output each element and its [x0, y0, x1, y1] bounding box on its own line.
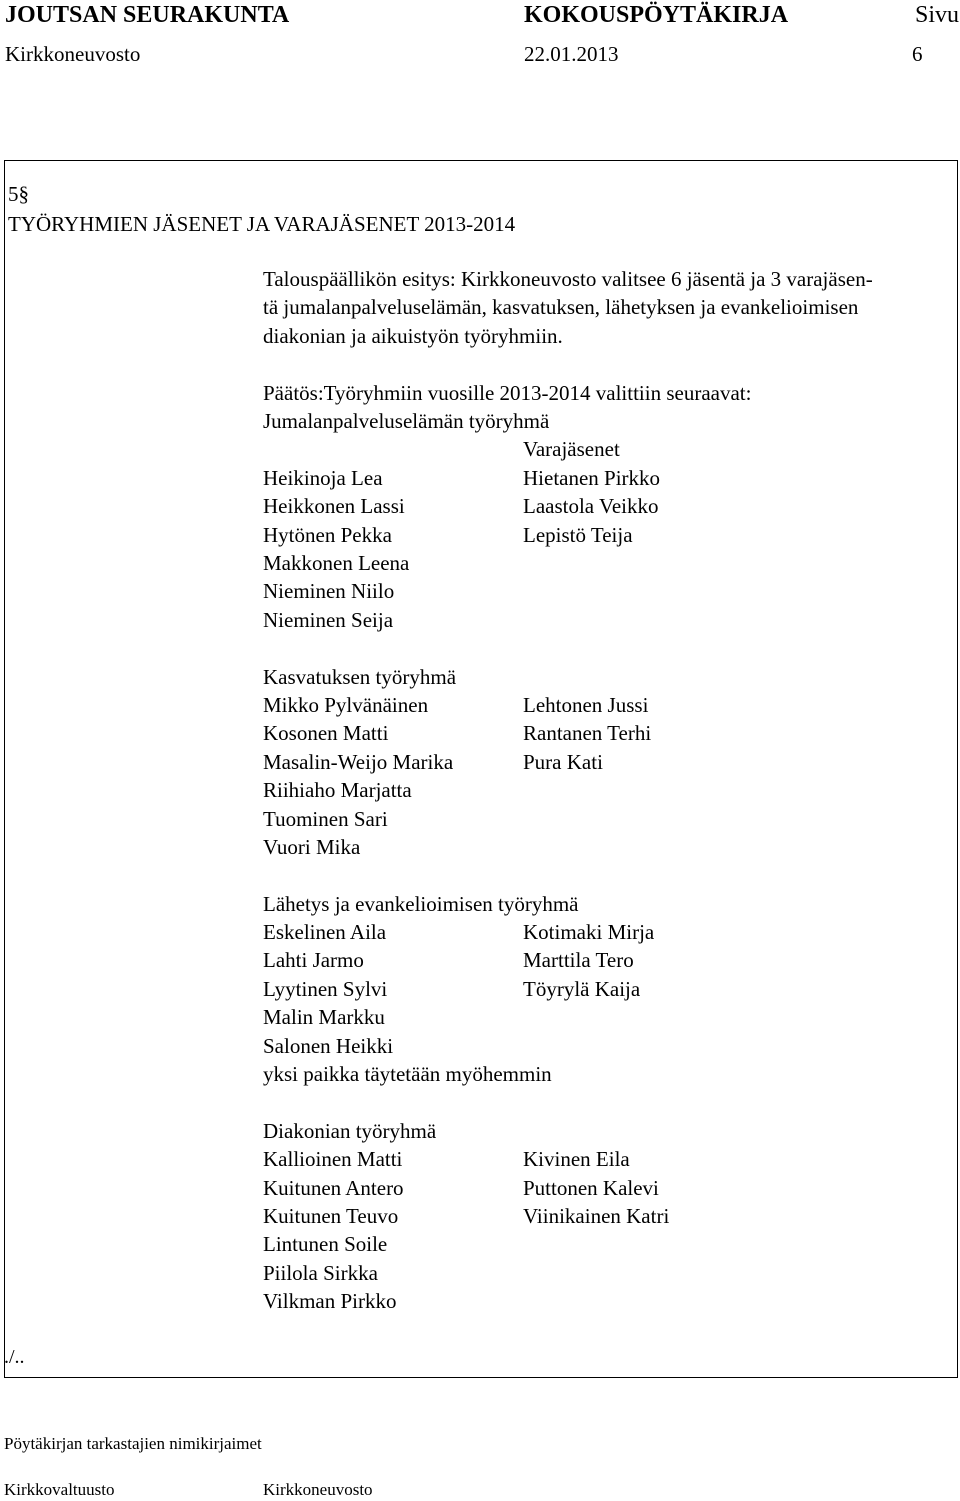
deputy-name: Pura Kati [523, 749, 603, 774]
member-name: Nieminen Seija [263, 607, 394, 632]
member-name: Riihiaho Marjatta [263, 778, 412, 803]
member-name: Eskelinen Aila [263, 920, 387, 945]
member-name: Salonen Heikki [263, 1033, 394, 1058]
member-name: Hytönen Pekka [263, 522, 392, 547]
deputy-name: Hietanen Pirkko [523, 465, 661, 490]
page-label: Sivu [915, 2, 960, 28]
meeting-date: 22.01.2013 [524, 42, 619, 66]
signatures-label: Pöytäkirjan tarkastajien nimikirjaimet [4, 1434, 262, 1453]
member-name: yksi paikka täytetään myöhemmin [263, 1062, 552, 1087]
member-name: Makkonen Leena [263, 550, 410, 575]
deputy-name: Lepistö Teija [523, 522, 633, 547]
member-name: Kosonen Matti [263, 721, 389, 746]
member-name: Kuitunen Teuvo [263, 1204, 399, 1229]
deputies-heading: Varajäsenet [523, 437, 620, 462]
deputy-name: Viinikainen Katri [523, 1204, 670, 1229]
member-name: Kallioinen Matti [263, 1147, 403, 1172]
proposal-line: tä jumalanpalveluselämän, kasvatuksen, lähetyksen ja evankelioimisen [263, 295, 859, 320]
workgroup-name: Jumalanpalveluselämän työryhmä [263, 409, 550, 434]
organization-name: JOUTSAN SEURAKUNTA [5, 2, 290, 28]
member-name: Malin Markku [263, 1005, 385, 1030]
proposal-text [263, 265, 960, 350]
member-name: Heikinoja Lea [263, 465, 383, 490]
member-name: Vuori Mika [263, 834, 361, 859]
workgroup-name: Diakonian työryhmä [263, 1118, 437, 1143]
deputy-name: Puttonen Kalevi [523, 1175, 659, 1200]
workgroup-education [263, 663, 960, 862]
section-number: 5§ [8, 182, 29, 206]
deputy-name: Töyrylä Kaija [523, 976, 641, 1001]
proposal-line: diakonian ja aikuistyön työryhmiin. [263, 323, 563, 348]
workgroup-diaconia [263, 1117, 960, 1316]
deputy-name: Laastola Veikko [523, 494, 659, 519]
section-content [263, 265, 960, 1316]
meeting-body: Kirkkoneuvosto [5, 42, 141, 66]
document-type: KOKOUSPÖYTÄKIRJA [524, 2, 789, 28]
member-name: Mikko Pylvänäinen [263, 692, 429, 717]
workgroup-worship [263, 407, 960, 634]
proposal-line: Talouspäällikön esitys: Kirkkoneuvosto valitsee 6 jäsentä ja 3 varajäsen- [263, 267, 873, 291]
page-number: 6 [912, 42, 923, 66]
member-name: Kuitunen Antero [263, 1175, 404, 1200]
workgroup-name: Kasvatuksen työryhmä [263, 664, 457, 689]
workgroup-name: Lähetys ja evankelioimisen työryhmä [263, 891, 579, 916]
section-title: TYÖRYHMIEN JÄSENET JA VARAJÄSENET 2013-2014 [8, 212, 516, 236]
member-name: Masalin-Weijo Marika [263, 749, 454, 774]
continued-mark: ./.. [4, 1346, 25, 1368]
workgroup-mission [263, 890, 960, 1089]
member-name: Vilkman Pirkko [263, 1289, 397, 1314]
deputy-name: Rantanen Terhi [523, 721, 652, 746]
member-name: Piilola Sirkka [263, 1260, 378, 1285]
member-name: Heikkonen Lassi [263, 494, 405, 519]
member-name: Tuominen Sari [263, 806, 388, 831]
member-name: Lintunen Soile [263, 1232, 388, 1257]
council-label: Kirkkovaltuusto [4, 1480, 115, 1499]
deputy-name: Marttila Tero [523, 948, 634, 973]
deputy-name: Lehtonen Jussi [523, 692, 649, 717]
decision-text: Päätös:Työryhmiin vuosille 2013-2014 valittiin seuraavat: [263, 380, 752, 405]
member-name: Lahti Jarmo [263, 948, 364, 973]
member-name: Nieminen Niilo [263, 579, 395, 604]
deputy-name: Kivinen Eila [523, 1147, 630, 1172]
board-label: Kirkkoneuvosto [263, 1480, 373, 1499]
member-name: Lyytinen Sylvi [263, 976, 388, 1001]
deputy-name: Kotimaki Mirja [523, 920, 655, 945]
